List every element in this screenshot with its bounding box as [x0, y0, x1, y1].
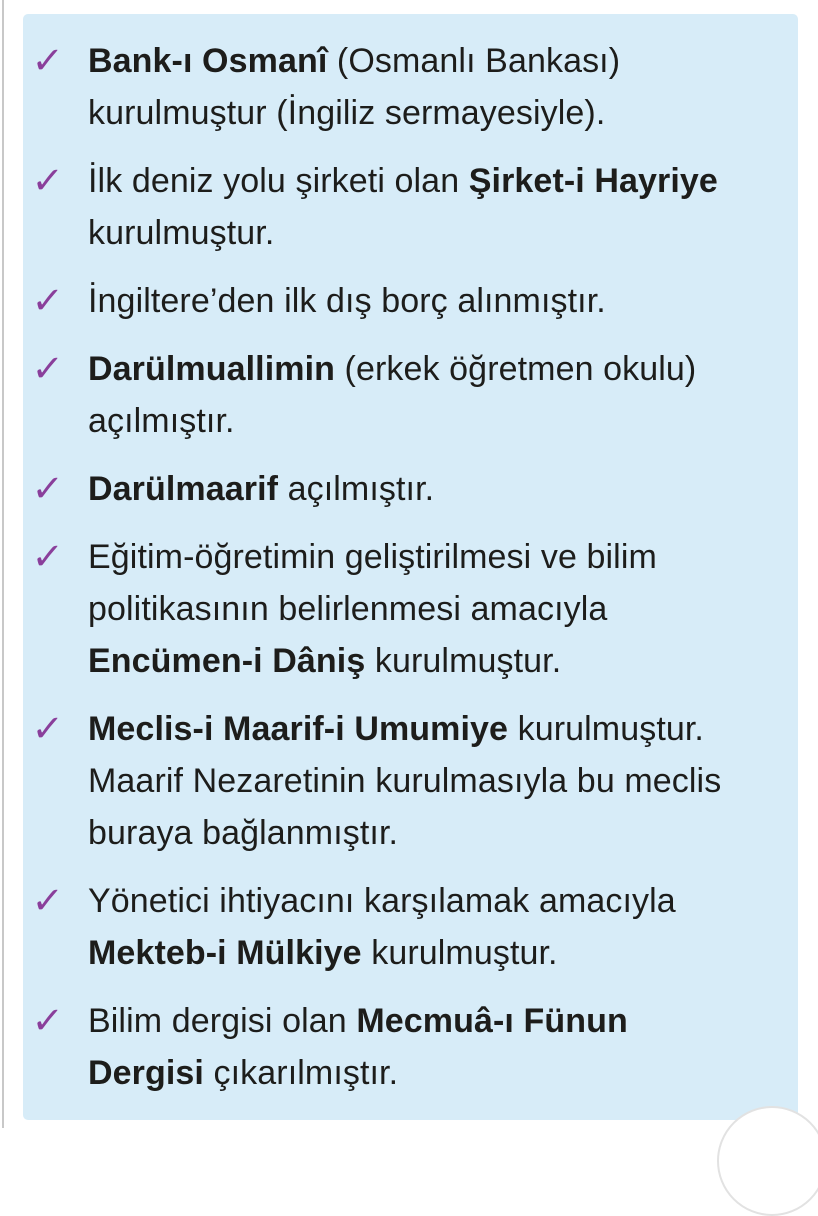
text-line [88, 875, 798, 927]
checklist-item [23, 35, 798, 139]
item-text [88, 531, 798, 687]
text-segment: (Osmanlı Bankası) [327, 42, 621, 80]
check-icon: ✓ [30, 160, 65, 201]
bold-segment: Bank-ı Osmanî [88, 42, 328, 80]
text-line [88, 583, 798, 635]
text-line [88, 395, 798, 447]
text-segment: açılmıştır. [278, 470, 435, 508]
text-line [88, 207, 798, 259]
bold-segment: Encümen-i Dâniş [88, 642, 366, 680]
text-segment: kurulmuştur. [361, 934, 558, 972]
checklist-item [23, 995, 798, 1099]
bold-segment: Darülmaarif [88, 470, 279, 508]
bold-segment: Mecmuâ-ı Fünun [356, 1002, 628, 1040]
text-line [88, 635, 798, 687]
check-icon: ✓ [30, 880, 65, 921]
check-icon: ✓ [30, 348, 65, 389]
text-segment: Bilim dergisi olan [88, 1002, 357, 1040]
check-icon: ✓ [30, 708, 65, 749]
item-text [88, 343, 798, 447]
text-segment: kurulmuştur. [88, 214, 275, 252]
text-line [88, 275, 798, 327]
text-segment: (erkek öğretmen okulu) [335, 350, 697, 388]
text-line [88, 995, 798, 1047]
text-line [88, 35, 798, 87]
text-segment: buraya bağlanmıştır. [88, 814, 399, 852]
bold-segment: Meclis-i Maarif-i Umumiye [88, 710, 509, 748]
text-segment: kurulmuştur (İngiliz sermayesiyle). [88, 94, 606, 132]
text-segment: politikasının belirlenmesi amacıyla [88, 590, 608, 628]
text-line [88, 463, 798, 515]
item-text [88, 275, 798, 327]
checklist-item [23, 343, 798, 447]
text-line [88, 703, 798, 755]
check-icon: ✓ [30, 1000, 65, 1041]
check-icon: ✓ [30, 536, 65, 577]
checklist-item [23, 703, 798, 859]
text-line [88, 87, 798, 139]
text-line [88, 927, 798, 979]
checklist [23, 14, 798, 1099]
text-segment: kurulmuştur. [365, 642, 562, 680]
text-line [88, 755, 798, 807]
checklist-item [23, 875, 798, 979]
item-text [88, 703, 798, 859]
item-text [88, 155, 798, 259]
page-edge-line [2, 0, 4, 1128]
text-segment: çıkarılmıştır. [203, 1054, 399, 1092]
text-line [88, 1047, 798, 1099]
checklist-item [23, 275, 798, 327]
text-segment: İngiltere’den ilk dış borç alınmıştır. [88, 282, 606, 320]
text-line [88, 807, 798, 859]
checklist-item [23, 463, 798, 515]
info-panel [23, 14, 798, 1120]
checklist-item [23, 531, 798, 687]
text-segment: Yönetici ihtiyacını karşılamak amacıyla [88, 882, 676, 920]
bold-segment: Şirket-i Hayriye [468, 162, 718, 200]
bold-segment: Mekteb-i Mülkiye [88, 934, 362, 972]
check-icon: ✓ [30, 280, 65, 321]
text-line [88, 343, 798, 395]
check-icon: ✓ [30, 40, 65, 81]
text-line [88, 155, 798, 207]
text-segment: İlk deniz yolu şirketi olan [88, 162, 469, 200]
bold-segment: Darülmuallimin [88, 350, 336, 388]
item-text [88, 875, 798, 979]
text-line [88, 531, 798, 583]
corner-circle-decoration [717, 1106, 818, 1216]
text-segment: kurulmuştur. [508, 710, 704, 748]
checklist-item [23, 155, 798, 259]
bold-segment: Dergisi [88, 1054, 204, 1092]
item-text [88, 35, 798, 139]
text-segment: Eğitim-öğretimin geliştirilmesi ve bilim [88, 538, 657, 576]
text-segment: Maarif Nezaretinin kurulmasıyla bu meclis [88, 762, 722, 800]
check-icon: ✓ [30, 468, 65, 509]
item-text [88, 995, 798, 1099]
text-segment: açılmıştır. [88, 402, 235, 440]
item-text [88, 463, 798, 515]
